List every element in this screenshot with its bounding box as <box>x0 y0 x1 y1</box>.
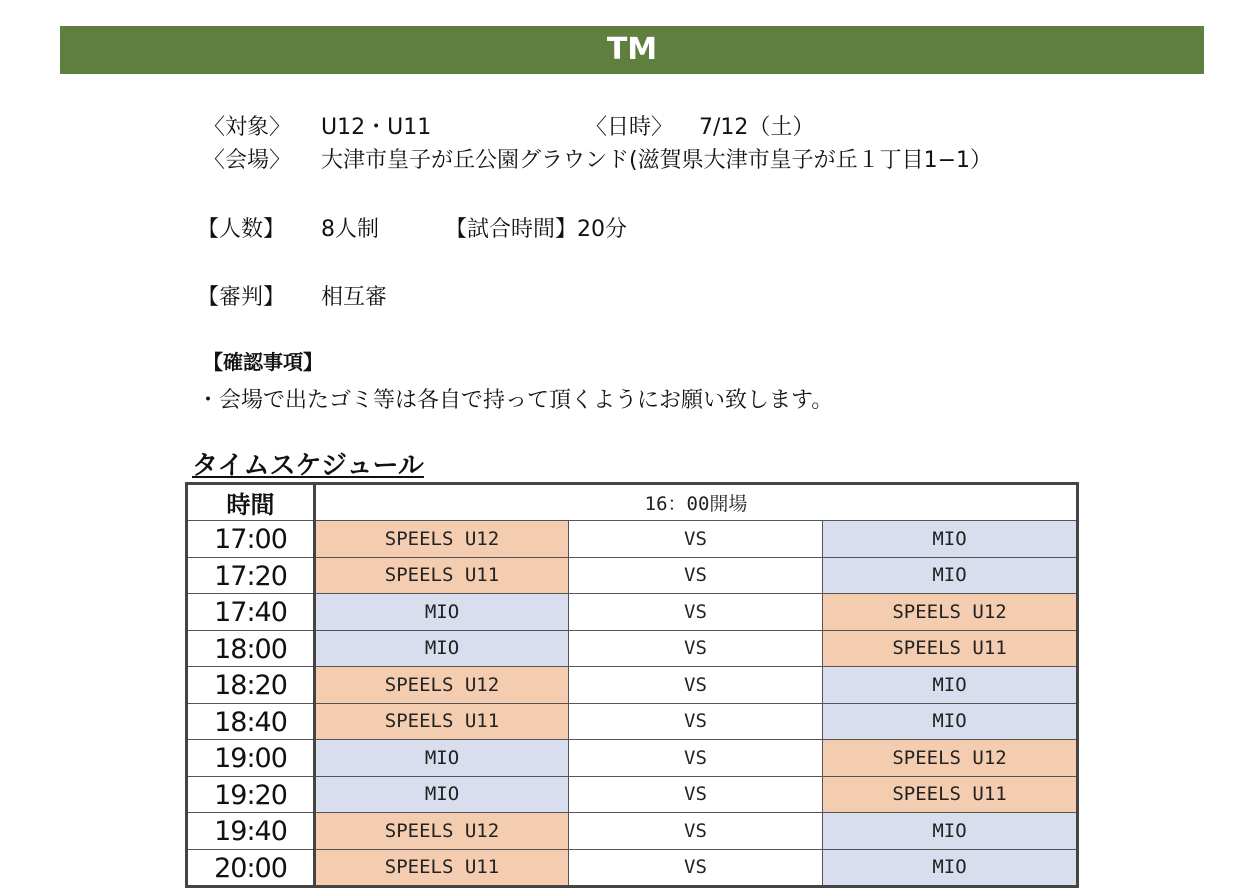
away-team-cell: SPEELS U11 <box>823 776 1078 813</box>
away-team-cell: SPEELS U12 <box>823 594 1078 631</box>
match-time-value: 20分 <box>577 217 628 242</box>
table-row <box>187 557 1078 594</box>
notes-heading: 【確認事項】 <box>203 350 323 374</box>
home-team-cell: MIO <box>315 740 569 777</box>
target-value: U12・U11 <box>321 115 432 140</box>
vs-cell: VS <box>569 849 823 887</box>
vs-cell: VS <box>569 740 823 777</box>
date-label: 〈日時〉 <box>585 115 674 140</box>
vs-cell: VS <box>569 667 823 704</box>
table-row <box>187 594 1078 631</box>
away-team-cell: SPEELS U11 <box>823 630 1078 667</box>
home-team-cell: MIO <box>315 776 569 813</box>
venue-value: 大津市皇子が丘公園グラウンド(滋賀県大津市皇子が丘１丁目1−1） <box>321 148 993 173</box>
referee-value: 相互審 <box>321 285 388 310</box>
time-cell: 17:00 <box>187 521 315 558</box>
vs-cell: VS <box>569 557 823 594</box>
away-team-cell: SPEELS U12 <box>823 740 1078 777</box>
schedule-heading: タイムスケジュール <box>192 451 424 481</box>
time-cell: 18:40 <box>187 703 315 740</box>
vs-cell: VS <box>569 521 823 558</box>
home-team-cell: MIO <box>315 594 569 631</box>
time-cell: 20:00 <box>187 849 315 887</box>
target-label: 〈対象〉 <box>203 115 292 140</box>
info-referee-line <box>197 283 387 313</box>
time-cell: 18:20 <box>187 667 315 704</box>
table-row <box>187 703 1078 740</box>
time-cell: 17:20 <box>187 557 315 594</box>
home-team-cell: SPEELS U12 <box>315 813 569 850</box>
away-team-cell: MIO <box>823 667 1078 704</box>
time-cell: 19:20 <box>187 776 315 813</box>
date-value: 7/12（土） <box>699 115 815 140</box>
table-row <box>187 630 1078 667</box>
table-row <box>187 813 1078 850</box>
time-column-header: 時間 <box>187 484 315 521</box>
time-cell: 17:40 <box>187 594 315 631</box>
match-time-label: 【試合時間】 <box>445 217 578 242</box>
vs-cell: VS <box>569 630 823 667</box>
info-venue-line <box>203 146 992 176</box>
time-cell: 18:00 <box>187 630 315 667</box>
players-label: 【人数】 <box>197 217 286 242</box>
home-team-cell: SPEELS U11 <box>315 703 569 740</box>
home-team-cell: SPEELS U12 <box>315 667 569 704</box>
vs-cell: VS <box>569 594 823 631</box>
page-title: TM <box>60 26 1204 74</box>
table-row <box>187 776 1078 813</box>
schedule-table <box>185 482 1079 888</box>
home-team-cell: SPEELS U11 <box>315 849 569 887</box>
venue-label: 〈会場〉 <box>203 148 292 173</box>
table-row <box>187 521 1078 558</box>
home-team-cell: SPEELS U12 <box>315 521 569 558</box>
vs-cell: VS <box>569 776 823 813</box>
info-target-date-line <box>203 113 814 143</box>
table-row <box>187 849 1078 887</box>
vs-cell: VS <box>569 703 823 740</box>
table-row <box>187 740 1078 777</box>
home-team-cell: MIO <box>315 630 569 667</box>
info-players-line <box>197 215 627 245</box>
opening-time-cell: 16：00開場 <box>315 484 1078 521</box>
table-row <box>187 667 1078 704</box>
schedule-header-row <box>187 484 1078 521</box>
notes-item: ・会場で出たゴミ等は各自で持って頂くようにお願い致します。 <box>197 388 834 413</box>
vs-cell: VS <box>569 813 823 850</box>
away-team-cell: MIO <box>823 849 1078 887</box>
away-team-cell: MIO <box>823 703 1078 740</box>
home-team-cell: SPEELS U11 <box>315 557 569 594</box>
referee-label: 【審判】 <box>197 285 286 310</box>
players-value: 8人制 <box>321 217 379 242</box>
away-team-cell: MIO <box>823 813 1078 850</box>
time-cell: 19:00 <box>187 740 315 777</box>
away-team-cell: MIO <box>823 521 1078 558</box>
time-cell: 19:40 <box>187 813 315 850</box>
away-team-cell: MIO <box>823 557 1078 594</box>
